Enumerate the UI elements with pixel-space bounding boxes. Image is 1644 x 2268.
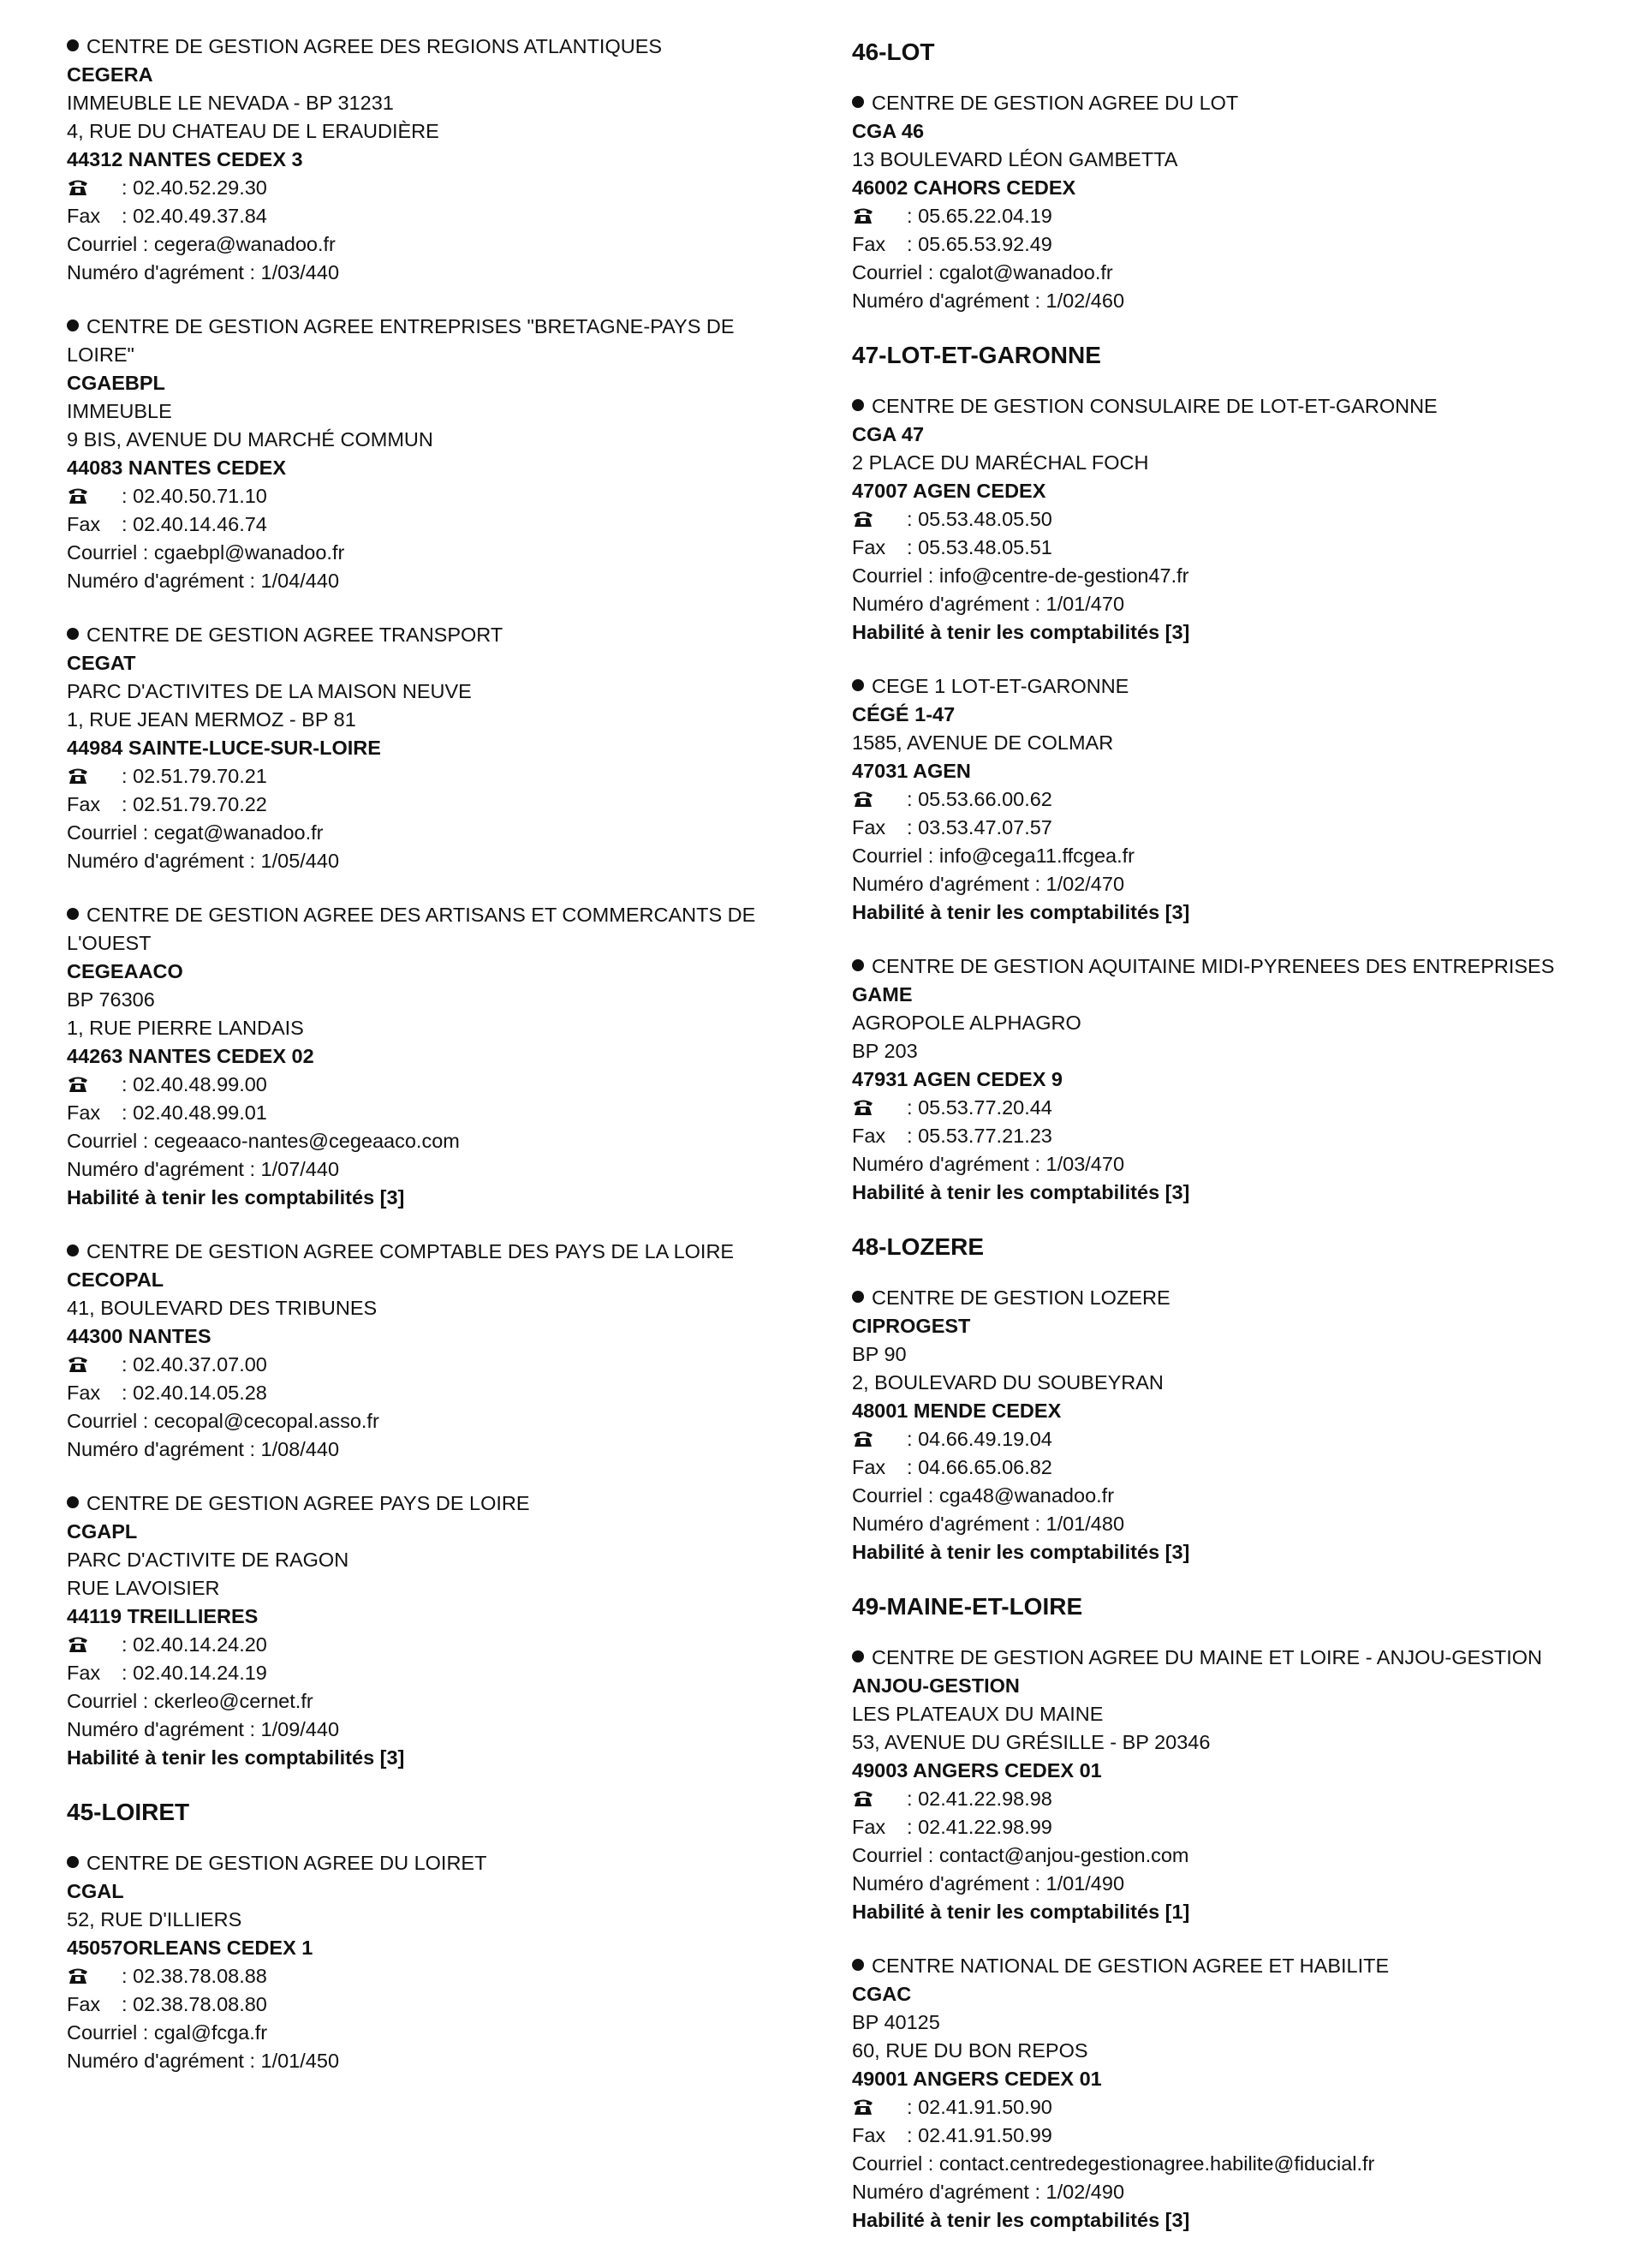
- fax-line: [67, 1990, 803, 2019]
- entry-title-text: CENTRE NATIONAL DE GESTION AGREE ET HABILITE: [872, 1955, 1390, 1977]
- postal-city: 44119 TREILLIERES: [67, 1605, 259, 1627]
- address-line: IMMEUBLE: [67, 400, 172, 422]
- entry-title-text: CENTRE DE GESTION AGREE DU LOIRET: [86, 1852, 487, 1874]
- entry-title: [852, 952, 1605, 981]
- agrement-number: Numéro d'agrément : 1/03/440: [67, 261, 340, 284]
- postal-city: 47031 AGEN: [852, 760, 971, 782]
- fax-label: Fax: [67, 205, 101, 227]
- directory-entry: [852, 392, 1605, 647]
- fax-sep: :: [122, 1993, 134, 2015]
- telephone-icon: [67, 178, 89, 197]
- fax-number: 05.53.48.05.51: [918, 536, 1052, 558]
- phone-number: 02.40.37.07.00: [133, 1353, 267, 1376]
- fax-sep: :: [122, 513, 134, 535]
- phone-sep: :: [122, 1633, 134, 1656]
- phone-sep: :: [122, 485, 134, 507]
- bullet-icon: [852, 1650, 864, 1662]
- postal-city: 47931 AGEN CEDEX 9: [852, 1068, 1063, 1090]
- postal-city: 44300 NANTES: [67, 1325, 211, 1347]
- postal-city: 49001 ANGERS CEDEX 01: [852, 2068, 1102, 2090]
- phone-line: [67, 762, 803, 791]
- entry-title-text: CENTRE DE GESTION AGREE COMPTABLE DES PAYS DE LA LOIRE: [86, 1240, 735, 1262]
- entry-title: [67, 621, 803, 649]
- phone-line: [852, 505, 1605, 534]
- address-line: 1, RUE PIERRE LANDAIS: [67, 1017, 304, 1039]
- fax-sep: :: [907, 2124, 919, 2146]
- directory-entry: [67, 33, 803, 287]
- address-line: 4, RUE DU CHATEAU DE L ERAUDIÈRE: [67, 120, 439, 142]
- fax-line: [852, 230, 1605, 259]
- bullet-icon: [852, 1959, 864, 1971]
- bullet-icon: [67, 908, 79, 920]
- phone-number: 02.40.52.29.30: [133, 176, 267, 199]
- postal-city: 45057ORLEANS CEDEX 1: [67, 1937, 313, 1959]
- bullet-icon: [852, 1291, 864, 1303]
- fax-number: 02.41.91.50.99: [918, 2124, 1052, 2146]
- fax-label: Fax: [67, 1382, 101, 1404]
- address-line: BP 40125: [852, 2011, 940, 2033]
- bullet-icon: [67, 1244, 79, 1256]
- postal-city: 46002 CAHORS CEDEX: [852, 176, 1076, 199]
- postal-city: 48001 MENDE CEDEX: [852, 1400, 1062, 1422]
- directory-entry: [852, 672, 1605, 927]
- address-line: 13 BOULEVARD LÉON GAMBETTA: [852, 148, 1178, 170]
- fax-line: [852, 1122, 1605, 1150]
- fax-line: [852, 814, 1605, 842]
- phone-sep: :: [122, 1353, 134, 1376]
- address-line: RUE LAVOISIER: [67, 1577, 220, 1599]
- agrement-number: Numéro d'agrément : 1/05/440: [67, 850, 340, 872]
- telephone-icon: [67, 486, 89, 505]
- habilitation-note: Habilité à tenir les comptabilités [3]: [852, 2209, 1190, 2231]
- phone-line: [67, 1962, 803, 1990]
- entry-title: [67, 901, 803, 958]
- phone-number: 02.41.22.98.98: [918, 1788, 1052, 1810]
- entry-title-text: CENTRE DE GESTION AGREE TRANSPORT: [86, 624, 503, 646]
- phone-line: [67, 174, 803, 202]
- telephone-icon: [852, 1789, 874, 1808]
- entry-acronym: CGAC: [852, 1983, 912, 2005]
- fax-label: Fax: [852, 1456, 886, 1478]
- fax-label: Fax: [852, 1125, 886, 1147]
- email-line: Courriel : info@cega11.ffcgea.fr: [852, 845, 1135, 867]
- email-line: Courriel : cgaebpl@wanadoo.fr: [67, 541, 345, 564]
- habilitation-note: Habilité à tenir les comptabilités [1]: [852, 1901, 1190, 1923]
- telephone-icon: [852, 1098, 874, 1117]
- address-line: AGROPOLE ALPHAGRO: [852, 1012, 1081, 1034]
- fax-line: [67, 1659, 803, 1687]
- agrement-number: Numéro d'agrément : 1/09/440: [67, 1718, 340, 1740]
- directory-entry: [852, 1644, 1605, 1926]
- agrement-number: Numéro d'agrément : 1/08/440: [67, 1438, 340, 1460]
- entry-title-text: CENTRE DE GESTION AGREE ENTREPRISES "BRETAGNE-PAYS DE LOIRE": [67, 315, 735, 366]
- agrement-number: Numéro d'agrément : 1/07/440: [67, 1158, 340, 1180]
- entry-title: [852, 672, 1605, 701]
- fax-line: [852, 2122, 1605, 2150]
- phone-number: 05.53.66.00.62: [918, 788, 1052, 810]
- entry-acronym: GAME: [852, 983, 913, 1006]
- fax-label: Fax: [67, 1662, 101, 1684]
- phone-sep: :: [122, 765, 134, 787]
- bullet-icon: [67, 319, 79, 331]
- email-line: Courriel : cegat@wanadoo.fr: [67, 821, 324, 844]
- telephone-icon: [852, 1429, 874, 1448]
- agrement-number: Numéro d'agrément : 1/01/470: [852, 593, 1125, 615]
- entry-title: [67, 33, 803, 61]
- phone-sep: :: [907, 1096, 919, 1119]
- phone-number: 05.53.48.05.50: [918, 508, 1052, 530]
- entry-acronym: CGAL: [67, 1880, 124, 1902]
- fax-sep: :: [907, 816, 919, 839]
- fax-label: Fax: [852, 1816, 886, 1838]
- fax-line: [852, 534, 1605, 562]
- postal-city: 49003 ANGERS CEDEX 01: [852, 1759, 1102, 1782]
- agrement-number: Numéro d'agrément : 1/02/470: [852, 873, 1125, 895]
- fax-number: 02.40.14.24.19: [133, 1662, 267, 1684]
- phone-sep: :: [907, 508, 919, 530]
- phone-sep: :: [907, 205, 919, 227]
- entry-title: [67, 1238, 803, 1266]
- fax-label: Fax: [852, 233, 886, 255]
- fax-line: [67, 202, 803, 230]
- postal-city: 47007 AGEN CEDEX: [852, 480, 1046, 502]
- address-line: 2 PLACE DU MARÉCHAL FOCH: [852, 451, 1149, 474]
- fax-number: 02.40.48.99.01: [133, 1101, 267, 1124]
- entry-acronym: CEGERA: [67, 63, 153, 86]
- entry-title-text: CENTRE DE GESTION AQUITAINE MIDI-PYRENEES DES ENTREPRISES: [872, 955, 1555, 977]
- directory-entry: [852, 952, 1605, 1207]
- entry-acronym: CGAEBPL: [67, 372, 165, 394]
- address-line: 52, RUE D'ILLIERS: [67, 1908, 242, 1931]
- telephone-icon: [852, 206, 874, 225]
- fax-label: Fax: [67, 793, 101, 815]
- department-heading: 48-LOZERE: [852, 1233, 985, 1260]
- bullet-icon: [67, 1496, 79, 1508]
- phone-line: [67, 1631, 803, 1659]
- email-line: Courriel : ckerleo@cernet.fr: [67, 1690, 313, 1712]
- phone-sep: :: [907, 1428, 919, 1450]
- fax-sep: :: [122, 205, 134, 227]
- phone-line: [852, 2093, 1605, 2122]
- right-column: [852, 33, 1605, 2260]
- phone-number: 02.38.78.08.88: [133, 1965, 267, 1987]
- left-column: [67, 33, 803, 2101]
- fax-line: [67, 1099, 803, 1127]
- fax-sep: :: [907, 536, 919, 558]
- entry-acronym: CGA 46: [852, 120, 925, 142]
- entry-title-text: CENTRE DE GESTION CONSULAIRE DE LOT-ET-GARONNE: [872, 395, 1438, 417]
- entry-title-text: CENTRE DE GESTION AGREE DU LOT: [872, 92, 1239, 114]
- email-line: Courriel : contact@anjou-gestion.com: [852, 1844, 1189, 1866]
- entry-acronym: CGAPL: [67, 1520, 138, 1543]
- telephone-icon: [67, 1355, 89, 1374]
- telephone-icon: [852, 2098, 874, 2116]
- email-line: Courriel : cga48@wanadoo.fr: [852, 1484, 1115, 1507]
- fax-label: Fax: [852, 816, 886, 839]
- bullet-icon: [67, 39, 79, 51]
- email-line: Courriel : info@centre-de-gestion47.fr: [852, 564, 1189, 587]
- bullet-icon: [852, 96, 864, 108]
- phone-sep: :: [122, 1965, 134, 1987]
- phone-number: 05.53.77.20.44: [918, 1096, 1052, 1119]
- directory-entry: [67, 313, 803, 595]
- address-line: BP 90: [852, 1343, 907, 1365]
- agrement-number: Numéro d'agrément : 1/01/490: [852, 1872, 1125, 1895]
- department-heading: 45-LOIRET: [67, 1799, 190, 1825]
- habilitation-note: Habilité à tenir les comptabilités [3]: [67, 1746, 405, 1769]
- fax-number: 02.38.78.08.80: [133, 1993, 267, 2015]
- fax-number: 03.53.47.07.57: [918, 816, 1052, 839]
- fax-sep: :: [122, 1662, 134, 1684]
- bullet-icon: [852, 959, 864, 971]
- fax-sep: :: [907, 1456, 919, 1478]
- directory-entry: [852, 1284, 1605, 1567]
- phone-number: 04.66.49.19.04: [918, 1428, 1052, 1450]
- phone-line: [852, 1094, 1605, 1122]
- fax-label: Fax: [67, 1101, 101, 1124]
- phone-number: 02.51.79.70.21: [133, 765, 267, 787]
- directory-entry: [67, 901, 803, 1212]
- address-line: 2, BOULEVARD DU SOUBEYRAN: [852, 1371, 1164, 1394]
- entry-title-text: CENTRE DE GESTION AGREE PAYS DE LOIRE: [86, 1492, 530, 1514]
- agrement-number: Numéro d'agrément : 1/02/490: [852, 2181, 1125, 2203]
- phone-line: [852, 202, 1605, 230]
- fax-sep: :: [122, 1382, 134, 1404]
- entry-title: [852, 89, 1605, 117]
- email-line: Courriel : cgalot@wanadoo.fr: [852, 261, 1113, 284]
- address-line: PARC D'ACTIVITE DE RAGON: [67, 1549, 349, 1571]
- bullet-icon: [67, 628, 79, 640]
- entry-title: [67, 313, 803, 369]
- postal-city: 44083 NANTES CEDEX: [67, 457, 286, 479]
- phone-line: [67, 1351, 803, 1379]
- entry-title: [852, 1284, 1605, 1312]
- directory-entry: [67, 1238, 803, 1464]
- telephone-icon: [67, 1967, 89, 1985]
- department-heading: 46-LOT: [852, 39, 935, 65]
- address-line: BP 203: [852, 1040, 918, 1062]
- telephone-icon: [852, 510, 874, 528]
- email-line: Courriel : cgal@fcga.fr: [67, 2021, 268, 2044]
- email-line: Courriel : cegeaaco-nantes@cegeaaco.com: [67, 1130, 460, 1152]
- address-line: 9 BIS, AVENUE DU MARCHÉ COMMUN: [67, 428, 433, 451]
- fax-number: 05.65.53.92.49: [918, 233, 1052, 255]
- address-line: 41, BOULEVARD DES TRIBUNES: [67, 1297, 378, 1319]
- entry-title-text: CENTRE DE GESTION AGREE DES ARTISANS ET COMMERCANTS DE L'OUEST: [67, 904, 756, 954]
- fax-number: 02.40.14.05.28: [133, 1382, 267, 1404]
- email-line: Courriel : cegera@wanadoo.fr: [67, 233, 336, 255]
- address-line: 53, AVENUE DU GRÉSILLE - BP 20346: [852, 1731, 1211, 1753]
- postal-city: 44263 NANTES CEDEX 02: [67, 1045, 314, 1067]
- fax-line: [67, 510, 803, 539]
- phone-line: [67, 482, 803, 510]
- fax-sep: :: [907, 1125, 919, 1147]
- entry-title: [67, 1849, 803, 1877]
- entry-acronym: CEGEAACO: [67, 960, 183, 982]
- postal-city: 44984 SAINTE-LUCE-SUR-LOIRE: [67, 737, 381, 759]
- phone-line: [852, 785, 1605, 814]
- fax-number: 05.53.77.21.23: [918, 1125, 1052, 1147]
- phone-number: 02.40.50.71.10: [133, 485, 267, 507]
- fax-label: Fax: [852, 2124, 886, 2146]
- directory-entry: [67, 1849, 803, 2075]
- phone-sep: :: [907, 788, 919, 810]
- agrement-number: Numéro d'agrément : 1/02/460: [852, 289, 1125, 312]
- fax-sep: :: [907, 233, 919, 255]
- agrement-number: Numéro d'agrément : 1/03/470: [852, 1153, 1125, 1175]
- telephone-icon: [67, 1635, 89, 1654]
- entry-acronym: CEGAT: [67, 652, 136, 674]
- habilitation-note: Habilité à tenir les comptabilités [3]: [67, 1186, 405, 1209]
- entry-acronym: ANJOU-GESTION: [852, 1674, 1020, 1697]
- agrement-number: Numéro d'agrément : 1/01/450: [67, 2050, 340, 2072]
- fax-number: 02.41.22.98.99: [918, 1816, 1052, 1838]
- fax-line: [852, 1453, 1605, 1482]
- entry-title: [852, 1644, 1605, 1672]
- entry-acronym: CGA 47: [852, 423, 925, 445]
- entry-acronym: CECOPAL: [67, 1268, 164, 1291]
- entry-title: [852, 392, 1605, 421]
- agrement-number: Numéro d'agrément : 1/04/440: [67, 570, 340, 592]
- entry-title-text: CENTRE DE GESTION AGREE DES REGIONS ATLANTIQUES: [86, 35, 663, 57]
- bullet-icon: [67, 1856, 79, 1868]
- entry-acronym: CÉGÉ 1-47: [852, 703, 956, 725]
- bullet-icon: [852, 679, 864, 691]
- address-line: BP 76306: [67, 988, 155, 1011]
- phone-sep: :: [907, 2096, 919, 2118]
- telephone-icon: [67, 1075, 89, 1094]
- phone-number: 02.41.91.50.90: [918, 2096, 1052, 2118]
- fax-line: [67, 791, 803, 819]
- postal-city: 44312 NANTES CEDEX 3: [67, 148, 303, 170]
- fax-sep: :: [122, 1101, 134, 1124]
- address-line: 1, RUE JEAN MERMOZ - BP 81: [67, 708, 356, 731]
- habilitation-note: Habilité à tenir les comptabilités [3]: [852, 621, 1190, 643]
- telephone-icon: [852, 790, 874, 809]
- fax-number: 04.66.65.06.82: [918, 1456, 1052, 1478]
- address-line: 1585, AVENUE DE COLMAR: [852, 731, 1114, 754]
- habilitation-note: Habilité à tenir les comptabilités [3]: [852, 901, 1190, 923]
- department-heading: 47-LOT-ET-GARONNE: [852, 342, 1101, 368]
- phone-line: [67, 1071, 803, 1099]
- phone-sep: :: [122, 176, 134, 199]
- phone-number: 02.40.48.99.00: [133, 1073, 267, 1095]
- entry-title: [67, 1489, 803, 1518]
- directory-entry: [852, 1952, 1605, 2235]
- directory-entry: [852, 89, 1605, 315]
- email-line: Courriel : cecopal@cecopal.asso.fr: [67, 1410, 379, 1432]
- entry-title-text: CENTRE DE GESTION LOZERE: [872, 1286, 1170, 1309]
- phone-line: [852, 1425, 1605, 1453]
- directory-entry: [67, 621, 803, 875]
- address-line: PARC D'ACTIVITES DE LA MAISON NEUVE: [67, 680, 472, 702]
- phone-number: 05.65.22.04.19: [918, 205, 1052, 227]
- phone-sep: :: [122, 1073, 134, 1095]
- telephone-icon: [67, 767, 89, 785]
- fax-line: [67, 1379, 803, 1407]
- entry-title-text: CENTRE DE GESTION AGREE DU MAINE ET LOIRE - ANJOU-GESTION: [872, 1646, 1543, 1668]
- address-line: 60, RUE DU BON REPOS: [852, 2039, 1088, 2062]
- habilitation-note: Habilité à tenir les comptabilités [3]: [852, 1181, 1190, 1203]
- fax-label: Fax: [852, 536, 886, 558]
- address-line: IMMEUBLE LE NEVADA - BP 31231: [67, 92, 394, 114]
- email-line: Courriel : contact.centredegestionagree.habilite@fiducial.fr: [852, 2152, 1375, 2175]
- fax-number: 02.51.79.70.22: [133, 793, 267, 815]
- fax-label: Fax: [67, 1993, 101, 2015]
- fax-sep: :: [907, 1816, 919, 1838]
- fax-line: [852, 1813, 1605, 1841]
- phone-number: 02.40.14.24.20: [133, 1633, 267, 1656]
- habilitation-note: Habilité à tenir les comptabilités [3]: [852, 1541, 1190, 1563]
- agrement-number: Numéro d'agrément : 1/01/480: [852, 1513, 1125, 1535]
- fax-number: 02.40.49.37.84: [133, 205, 267, 227]
- department-heading: 49-MAINE-ET-LOIRE: [852, 1593, 1083, 1620]
- entry-title-text: CEGE 1 LOT-ET-GARONNE: [872, 675, 1129, 697]
- entry-title: [852, 1952, 1605, 1980]
- bullet-icon: [852, 399, 864, 411]
- fax-label: Fax: [67, 513, 101, 535]
- entry-acronym: CIPROGEST: [852, 1315, 971, 1337]
- phone-line: [852, 1785, 1605, 1813]
- fax-number: 02.40.14.46.74: [133, 513, 267, 535]
- address-line: LES PLATEAUX DU MAINE: [852, 1703, 1104, 1725]
- fax-sep: :: [122, 793, 134, 815]
- directory-entry: [67, 1489, 803, 1772]
- phone-sep: :: [907, 1788, 919, 1810]
